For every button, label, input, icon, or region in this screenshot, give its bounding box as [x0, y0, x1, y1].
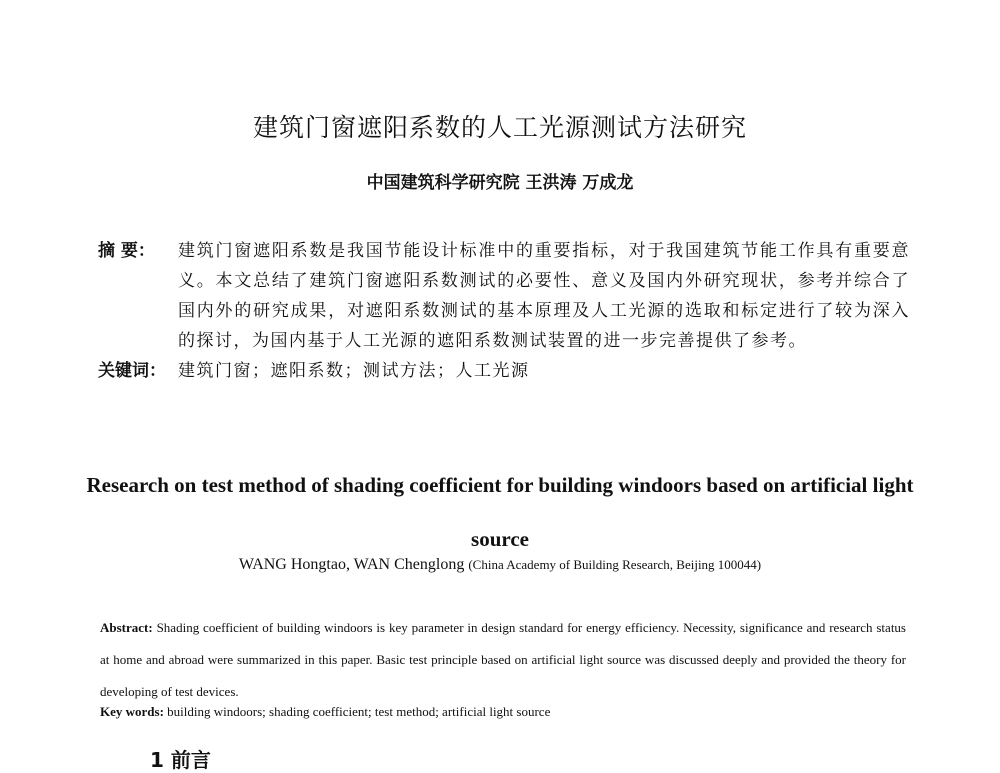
english-author-names: WANG Hongtao, WAN Chenglong [238, 556, 469, 573]
chinese-abstract-block [98, 236, 910, 386]
section-heading-introduction: 1 前言 [150, 748, 211, 772]
chinese-keywords [98, 356, 910, 386]
chinese-abstract-label: 摘 要： [98, 241, 155, 261]
chinese-title: 建筑门窗遮阳系数的人工光源测试方法研究 [252, 113, 747, 142]
english-keywords-text: building windoors; shading coefficient; test method; artificial light source [167, 704, 551, 719]
chinese-keywords-label: 关键词： [98, 361, 166, 381]
english-keywords [100, 704, 906, 720]
chinese-authors: 中国建筑科学研究院 王洪涛 万成龙 [366, 173, 634, 193]
english-abstract [100, 612, 906, 708]
english-abstract-label: Abstract: [100, 620, 157, 635]
english-affiliation: (China Academy of Building Research, Beijing 100044) [468, 557, 762, 572]
chinese-abstract-text: 建筑门窗遮阳系数是我国节能设计标准中的重要指标，对于我国建筑节能工作具有重要意义。本文总结了建筑门窗遮阳系数测试的必要性、意义及国内外研究现状，参考并综合了国内外的研究成果，对遮阳系数测试的基本原理及人工光源的选取和标定进行了较为深入的探讨，为国内基于人工光源的遮阳系数测试装置的进一步完善提供了参考。 [178, 241, 910, 351]
english-abstract-text: Shading coefficient of building windoors is key parameter in design standard for energy efficiency. Necessity, significance and research status at home and abroad were summarized in this paper. Basic test principle based on artificial light source was discussed deeply and provided the theory for developing of test devices. [100, 620, 906, 699]
chinese-abstract [98, 236, 910, 356]
chinese-keywords-text: 建筑门窗；遮阳系数；测试方法；人工光源 [178, 361, 530, 381]
english-authors [0, 556, 1000, 574]
english-keywords-label: Key words: [100, 704, 168, 719]
english-title: Research on test method of shading coefficient for building windoors based on artificial light source [86, 473, 914, 551]
